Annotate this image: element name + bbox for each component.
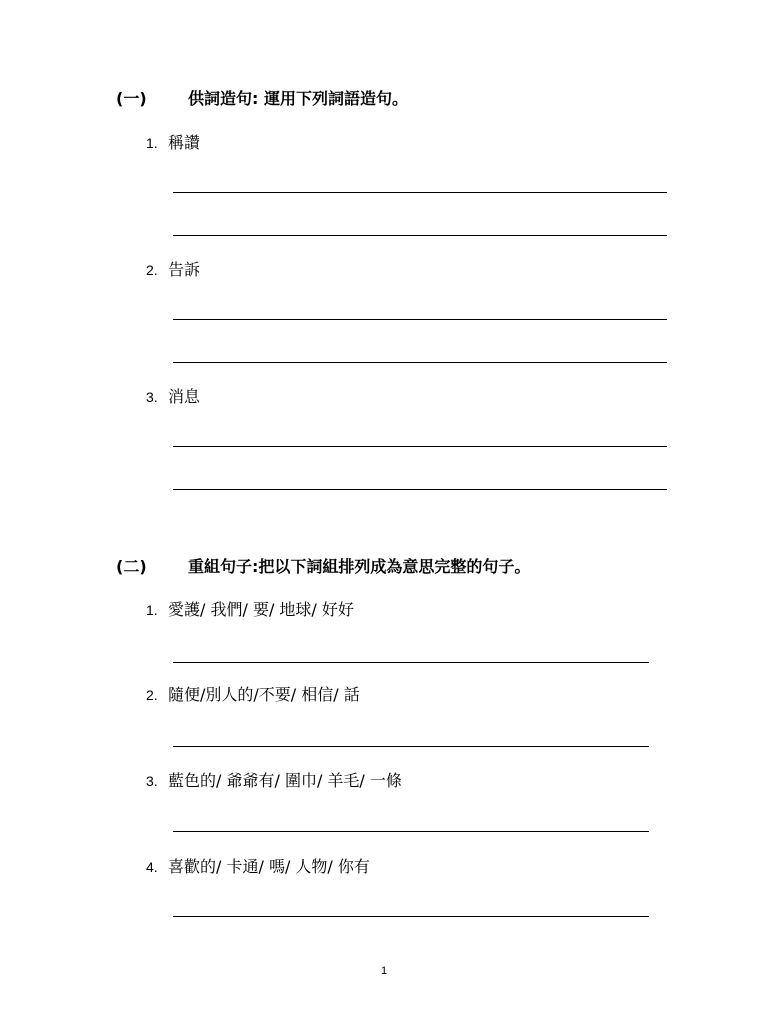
item-phrases: 愛護/ 我們/ 要/ 地球/ 好好 [168, 600, 354, 619]
answer-line[interactable] [173, 192, 667, 193]
section-1-title: 供詞造句: 運用下列詞語造句。 [188, 89, 408, 108]
item-number: 3. [146, 389, 158, 405]
section-1-item-1 [146, 133, 446, 153]
item-number: 2. [146, 687, 158, 703]
section-2-item-4 [146, 857, 546, 877]
item-number: 3. [146, 773, 158, 789]
item-number: 1. [146, 602, 158, 618]
answer-line[interactable] [173, 746, 649, 747]
page-number: 1 [380, 965, 388, 977]
item-phrases: 藍色的/ 爺爺有/ 圍巾/ 羊毛/ 一條 [168, 771, 402, 790]
answer-line[interactable] [173, 831, 649, 832]
section-2-item-3 [146, 771, 546, 791]
answer-line[interactable] [173, 489, 667, 490]
answer-line[interactable] [173, 362, 667, 363]
section-2-item-2 [146, 685, 546, 705]
section-2-number: (二) [116, 557, 147, 576]
section-2-item-1 [146, 600, 546, 620]
section-2-heading [116, 557, 596, 577]
item-word: 消息 [168, 387, 201, 406]
section-1-heading [116, 89, 476, 109]
item-number: 2. [146, 262, 158, 278]
item-number: 1. [146, 135, 158, 151]
item-phrases: 隨便/別人的/不要/ 相信/ 話 [168, 685, 360, 704]
item-number: 4. [146, 859, 158, 875]
answer-line[interactable] [173, 662, 649, 663]
answer-line[interactable] [173, 319, 667, 320]
answer-line[interactable] [173, 916, 649, 917]
section-2-title: 重組句子:把以下詞組排列成為意思完整的句子。 [188, 557, 531, 576]
answer-line[interactable] [173, 446, 667, 447]
item-word: 稱讚 [168, 133, 201, 152]
item-word: 告訴 [168, 260, 201, 279]
section-1-number: (一) [116, 89, 147, 108]
section-1-item-3 [146, 387, 446, 407]
item-phrases: 喜歡的/ 卡通/ 嗎/ 人物/ 你有 [168, 857, 370, 876]
answer-line[interactable] [173, 235, 667, 236]
section-1-item-2 [146, 260, 446, 280]
